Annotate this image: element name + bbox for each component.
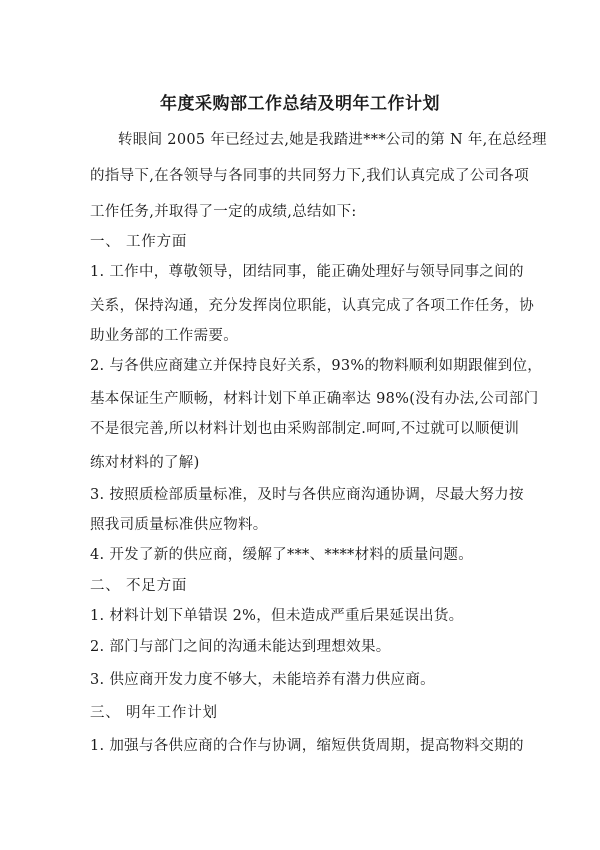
s1-item-2-line-1: 2. 与各供应商建立并保持良好关系，93%的物料顺利如期跟催到位，	[90, 358, 543, 374]
s2-item-3: 3. 供应商开发力度不够大，未能培养有潜力供应商。	[90, 672, 435, 688]
s1-item-1-line-3: 助业务部的工作需要。	[90, 328, 238, 344]
s3-item-1-line-1: 1. 加强与各供应商的合作与协调，缩短供货周期，提高物料交期的	[90, 738, 524, 754]
s1-item-2-line-2: 基本保证生产顺畅，材料计划下单正确率达 98%(没有办法,公司部门	[90, 391, 539, 407]
intro-line-3: 工作任务,并取得了一定的成绩,总结如下:	[90, 204, 357, 220]
intro-line-1: 转眼间 2005 年已经过去,她是我踏进***公司的第 N 年,在总经理	[118, 132, 547, 148]
section-1-heading: 一、 工作方面	[90, 234, 188, 250]
s1-item-2-line-4: 练对材料的了解)	[90, 455, 200, 471]
s1-item-4-line-1: 4. 开发了新的供应商，缓解了***、****材料的质量问题。	[90, 547, 473, 563]
section-2-heading: 二、 不足方面	[90, 578, 188, 594]
s1-item-3-line-1: 3. 按照质检部质量标准，及时与各供应商沟通协调，尽最大努力按	[90, 487, 524, 503]
s2-item-1: 1. 材料计划下单错误 2%，但未造成严重后果延误出货。	[90, 608, 464, 624]
s1-item-1-line-1: 1. 工作中，尊敬领导，团结同事，能正确处理好与领导同事之间的	[90, 264, 524, 280]
s1-item-1-line-2: 关系，保持沟通，充分发挥岗位职能，认真完成了各项工作任务，协	[90, 298, 534, 314]
intro-line-2: 的指导下,在各领导与各同事的共同努力下,我们认真完成了公司各项	[90, 168, 530, 184]
s1-item-2-line-3: 不是很完善,所以材料计划也由采购部制定.呵呵,不过就可以顺便训	[90, 421, 520, 437]
section-3-heading: 三、 明年工作计划	[90, 705, 218, 721]
s1-item-3-line-2: 照我司质量标准供应物料。	[90, 517, 268, 533]
document-title: 年度采购部工作总结及明年工作计划	[160, 94, 440, 114]
s2-item-2: 2. 部门与部门之间的沟通未能达到理想效果。	[90, 639, 391, 655]
